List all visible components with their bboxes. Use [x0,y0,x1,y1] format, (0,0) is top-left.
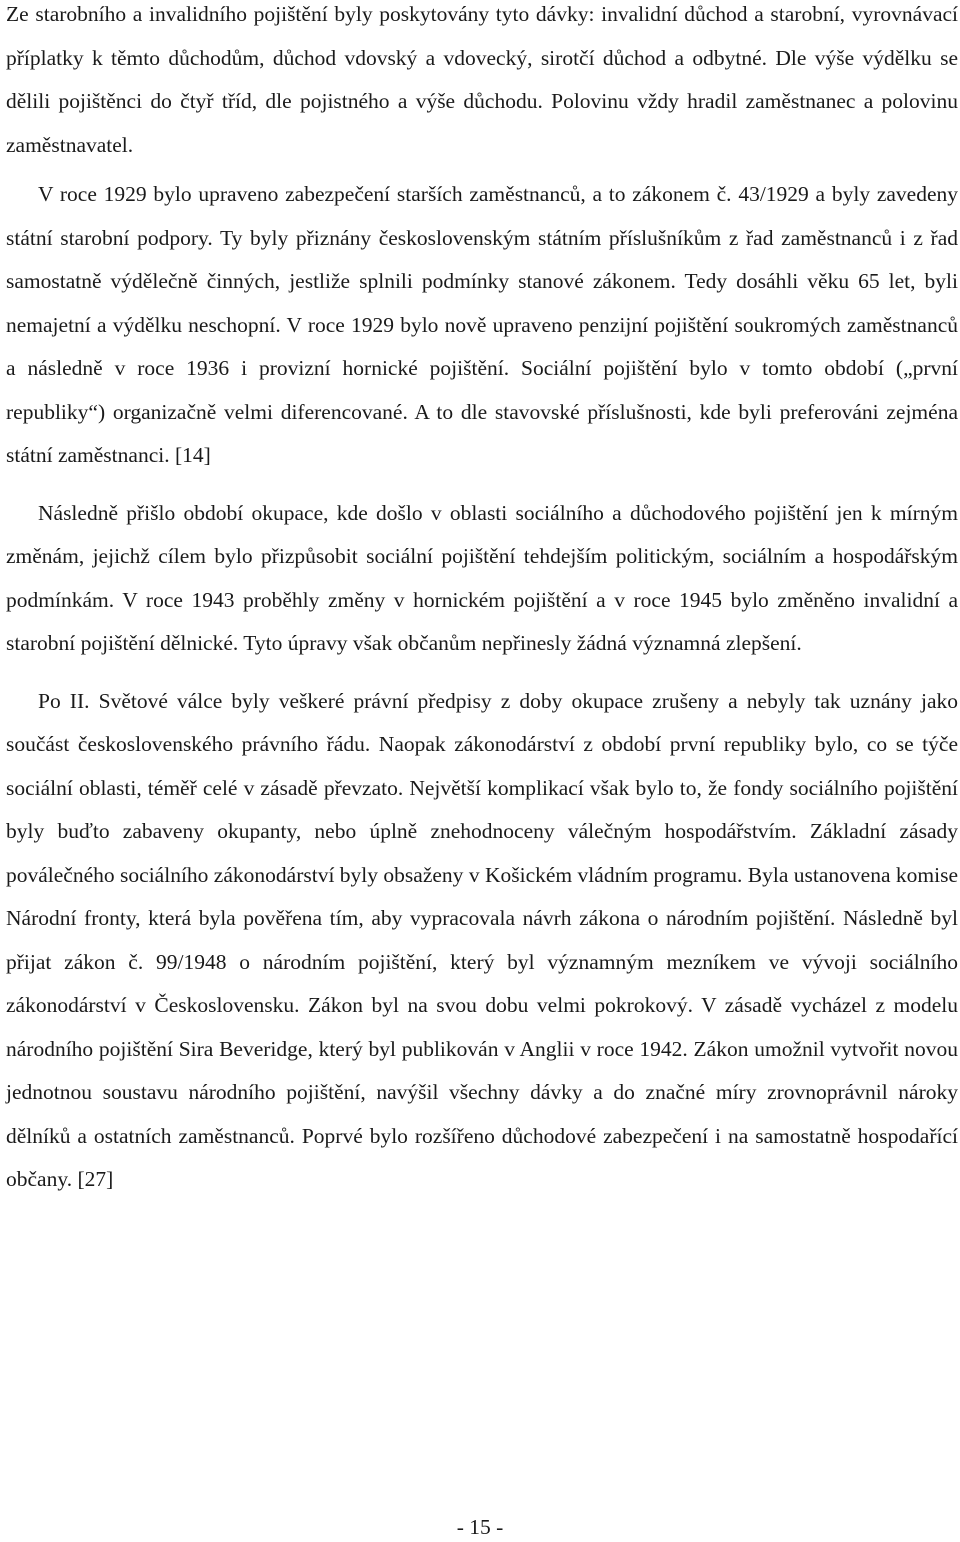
page-number: - 15 - [456,1515,504,1539]
paragraph-occupation: Následně přišlo období okupace, kde došlo v oblasti sociálního a důchodového pojištění jen k mírným změnám, jejichž cílem bylo přizpůsobit sociální pojištění tehdejším politickým, sociálním a hospodářským podmínkám. V roce 1943 proběhly změny v hornickém pojištění a v roce 1945 bylo změněno invalidní a starobní pojištění dělnické. Tyto úpravy však občanům nepřinesly žádná významná zlepšení. [6,500,958,655]
paragraph-1929-reforms: V roce 1929 bylo upraveno zabezpečení starších zaměstnanců, a to zákonem č. 43/1929 a byly zavedeny státní starobní podpory. Ty byly přiznány československým státním příslušníkům z řad zaměstnanců i z řad samostatně výdělečně činných, jestliže splnili podmínky stanové zákonem. Tedy dosáhli věku 65 let, byli nemajetní a výdělku neschopní. V roce 1929 bylo nově upraveno penzijní pojištění soukromých zaměstnanců a následně v roce 1936 i provizní hornické pojištění. Sociální pojištění bylo v tomto období („první republiky“) organizačně velmi diferencované. A to dle stavovské příslušnosti, kde byli preferováni zejména státní zaměstnanci. [14] [6,182,958,467]
document-page [6,0,958,1202]
paragraph-benefits: Ze starobního a invalidního pojištění byly poskytovány tyto dávky: invalidní důchod a starobní, vyrovnávací příplatky k těmto důchodům, důchod vdovský a vdovecký, sirotčí důchod a odbytné. Dle výše výdělku se dělili pojištěnci do čtyř tříd, dle pojistného a výše důchodu. Polovinu vždy hradil zaměstnanec a polovinu zaměstnavatel. [6,2,958,157]
paragraph-post-war: Po II. Světové válce byly veškeré právní předpisy z doby okupace zrušeny a nebyly tak uznány jako součást československého právního řádu. Naopak zákonodárství z období první republiky bylo, co se týče sociální oblasti, téměř celé v zásadě převzato. Největší komplikací však bylo to, že fondy sociálního pojištění byly buďto zabaveny okupanty, nebo úplně znehodnoceny válečným hospodářstvím. Základní zásady poválečného sociálního zákonodárství byly obsaženy v Košickém vládním programu. Byla ustanovena komise Národní fronty, která byla pověřena tím, aby vypracovala návrh zákona o národním pojištění. Následně byl přijat zákon č. 99/1948 o národním pojištění, který byl významným mezníkem ve vývoji sociálního zákonodárství v Československu. Zákon byl na svou dobu velmi pokrokový. V zásadě vycházel z modelu národního pojištění Sira Beveridge, který byl publikován v Anglii v roce 1942. Zákon umožnil vytvořit novou jednotnou soustavu národního pojištění, navýšil všechny dávky a do značné míry zrovnoprávnil nároky dělníků a ostatních zaměstnanců. Poprvé bylo rozšířeno důchodové zabezpečení i na samostatně hospodařící občany. [27] [6,688,958,1191]
